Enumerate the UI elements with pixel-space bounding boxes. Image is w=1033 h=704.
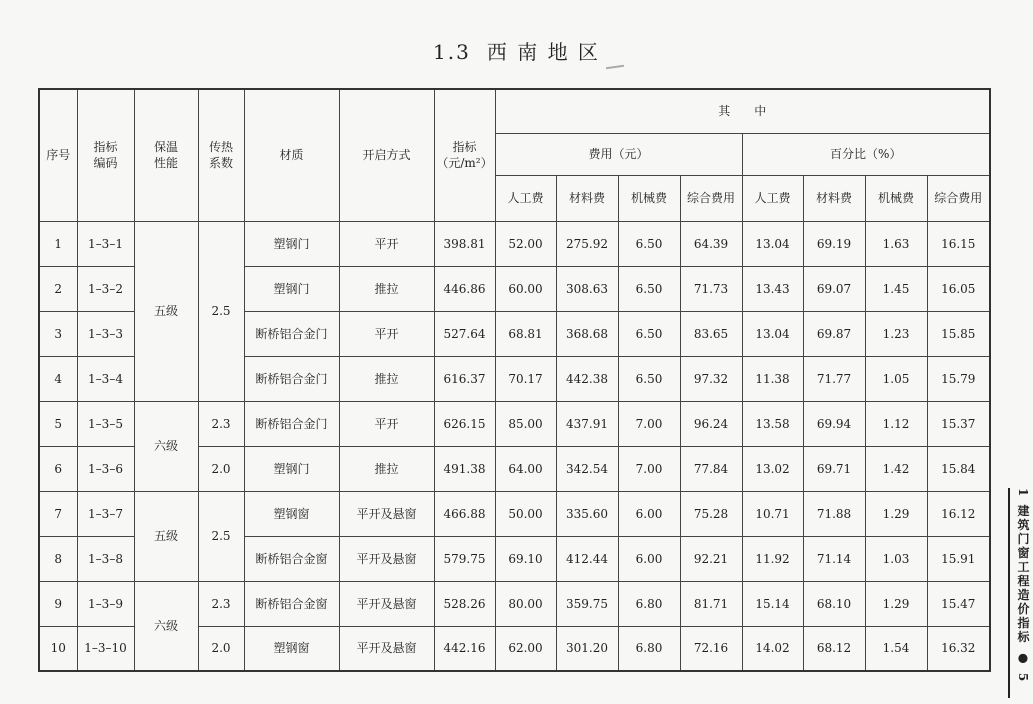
header-comprehensive: 综合费用 [680,175,742,221]
header-material-fee: 材料费 [556,175,618,221]
cell-material: 断桥铝合金门 [244,311,339,356]
header-insul-l2: 性能 [153,156,178,171]
chapter-sidebar: 1 建筑门窗工程造价指标 ● 5 [1008,488,1032,698]
cell-seq: 8 [39,536,77,581]
cell-machine-pct: 1.63 [865,221,927,266]
cell-seq: 1 [39,221,77,266]
cell-comprehensive: 71.73 [680,266,742,311]
cell-machine-pct: 1.29 [865,491,927,536]
cell-comprehensive: 83.65 [680,311,742,356]
cell-labor: 68.81 [495,311,556,356]
cell-seq: 3 [39,311,77,356]
cell-comprehensive: 64.39 [680,221,742,266]
cell-index: 442.16 [434,626,495,671]
header-seq: 序号 [39,89,77,221]
cell-machine: 6.50 [618,311,680,356]
cell-heat: 2.0 [198,446,244,491]
cell-labor-pct: 13.58 [742,401,803,446]
header-opening: 开启方式 [339,89,434,221]
cell-material-pct: 71.14 [803,536,865,581]
cell-labor: 69.10 [495,536,556,581]
section-title: 西 南 地 区 [486,40,600,64]
cell-material: 塑钢门 [244,221,339,266]
cell-machine-pct: 1.05 [865,356,927,401]
cell-comprehensive-pct: 16.32 [927,626,990,671]
cell-opening: 平开及悬窗 [339,626,434,671]
cell-machine-pct: 1.03 [865,536,927,581]
header-insul-l1: 保温 [153,140,178,155]
cell-labor: 80.00 [495,581,556,626]
cell-index: 579.75 [434,536,495,581]
cell-comprehensive-pct: 15.37 [927,401,990,446]
cell-machine-pct: 1.54 [865,626,927,671]
cell-machine-pct: 1.12 [865,401,927,446]
cell-seq: 9 [39,581,77,626]
header-code [77,89,134,221]
cell-index: 626.15 [434,401,495,446]
header-among: 其 中 [495,89,990,133]
table-row [39,581,990,626]
cell-material-pct: 69.87 [803,311,865,356]
cell-heat: 2.5 [198,221,244,401]
cell-machine: 6.50 [618,356,680,401]
header-labor-pct: 人工费 [742,175,803,221]
cell-code: 1–3–4 [77,356,134,401]
cell-material-fee: 412.44 [556,536,618,581]
header-index-l1: 指标 [452,140,477,155]
cell-index: 446.86 [434,266,495,311]
cell-labor: 60.00 [495,266,556,311]
cell-comprehensive: 75.28 [680,491,742,536]
cell-comprehensive-pct: 15.85 [927,311,990,356]
cell-machine-pct: 1.29 [865,581,927,626]
header-machine-pct: 机械费 [865,175,927,221]
cell-comprehensive: 92.21 [680,536,742,581]
cell-machine: 6.00 [618,491,680,536]
cell-comprehensive-pct: 16.12 [927,491,990,536]
cell-code: 1–3–7 [77,491,134,536]
cell-material-fee: 275.92 [556,221,618,266]
cell-heat: 2.3 [198,401,244,446]
cell-comprehensive-pct: 15.84 [927,446,990,491]
cell-index: 398.81 [434,221,495,266]
cell-material-fee: 301.20 [556,626,618,671]
scan-mark [606,65,624,69]
cell-material: 断桥铝合金门 [244,356,339,401]
cell-labor: 50.00 [495,491,556,536]
cell-insulation: 五级 [134,221,198,401]
header-percent: 百分比（%） [742,133,990,175]
cell-labor-pct: 11.38 [742,356,803,401]
cell-material-pct: 68.12 [803,626,865,671]
cell-index: 491.38 [434,446,495,491]
cell-comprehensive-pct: 15.47 [927,581,990,626]
header-heat-l1: 传热 [208,140,233,155]
cell-material-fee: 442.38 [556,356,618,401]
header-insulation [134,89,198,221]
cell-material-fee: 437.91 [556,401,618,446]
cell-material: 断桥铝合金窗 [244,536,339,581]
cell-heat: 2.0 [198,626,244,671]
cell-opening: 平开及悬窗 [339,581,434,626]
cell-material: 断桥铝合金窗 [244,581,339,626]
header-code-l2: 编码 [93,156,118,171]
header-machine: 机械费 [618,175,680,221]
header-cost: 费用（元） [495,133,742,175]
cell-comprehensive-pct: 15.91 [927,536,990,581]
cell-index: 528.26 [434,581,495,626]
cell-material-pct: 69.71 [803,446,865,491]
cell-machine-pct: 1.45 [865,266,927,311]
cell-opening: 推拉 [339,356,434,401]
cell-machine-pct: 1.42 [865,446,927,491]
cell-index: 466.88 [434,491,495,536]
cell-material-fee: 335.60 [556,491,618,536]
header-material: 材质 [244,89,339,221]
cell-comprehensive-pct: 15.79 [927,356,990,401]
cell-comprehensive-pct: 16.05 [927,266,990,311]
header-material-fee-pct: 材料费 [803,175,865,221]
cell-heat: 2.5 [198,491,244,581]
cell-code: 1–3–5 [77,401,134,446]
cell-opening: 平开及悬窗 [339,491,434,536]
header-labor: 人工费 [495,175,556,221]
cell-labor-pct: 11.92 [742,536,803,581]
cell-machine: 6.80 [618,626,680,671]
cell-machine: 7.00 [618,446,680,491]
cell-material-fee: 308.63 [556,266,618,311]
cell-labor: 70.17 [495,356,556,401]
cell-code: 1–3–8 [77,536,134,581]
cell-opening: 平开 [339,221,434,266]
cell-comprehensive: 77.84 [680,446,742,491]
cell-code: 1–3–6 [77,446,134,491]
cell-opening: 推拉 [339,266,434,311]
cell-material: 塑钢门 [244,266,339,311]
cell-opening: 推拉 [339,446,434,491]
page-title [0,36,1033,65]
cell-code: 1–3–2 [77,266,134,311]
header-code-l1: 指标 [93,140,118,155]
cell-labor: 52.00 [495,221,556,266]
cell-seq: 6 [39,446,77,491]
section-number: 1.3 [433,40,471,64]
cell-labor-pct: 13.04 [742,221,803,266]
cell-index: 616.37 [434,356,495,401]
cell-code: 1–3–1 [77,221,134,266]
cell-labor-pct: 15.14 [742,581,803,626]
cell-labor: 64.00 [495,446,556,491]
cell-opening: 平开 [339,311,434,356]
cell-heat: 2.3 [198,581,244,626]
cell-machine: 6.50 [618,266,680,311]
cell-machine-pct: 1.23 [865,311,927,356]
cell-machine: 6.80 [618,581,680,626]
cell-index: 527.64 [434,311,495,356]
cell-code: 1–3–3 [77,311,134,356]
cell-seq: 5 [39,401,77,446]
table-row [39,221,990,266]
cell-material-fee: 368.68 [556,311,618,356]
header-index-l2: （元/m²） [436,156,493,171]
cell-labor-pct: 14.02 [742,626,803,671]
cell-code: 1–3–9 [77,581,134,626]
cell-labor-pct: 10.71 [742,491,803,536]
cell-insulation: 五级 [134,491,198,581]
cell-material-pct: 69.19 [803,221,865,266]
cell-insulation: 六级 [134,401,198,491]
cell-material: 塑钢门 [244,446,339,491]
cell-material: 塑钢窗 [244,626,339,671]
table-row [39,401,990,446]
cell-code: 1–3–10 [77,626,134,671]
cost-index-table [38,88,991,672]
cell-comprehensive: 72.16 [680,626,742,671]
cell-comprehensive: 81.71 [680,581,742,626]
cell-material-pct: 69.07 [803,266,865,311]
cell-comprehensive: 97.32 [680,356,742,401]
cell-material-pct: 71.88 [803,491,865,536]
cell-machine: 7.00 [618,401,680,446]
header-heat [198,89,244,221]
table-row [39,491,990,536]
header-comprehensive-pct: 综合费用 [927,175,990,221]
cell-material: 断桥铝合金门 [244,401,339,446]
cell-opening: 平开及悬窗 [339,536,434,581]
cell-labor-pct: 13.04 [742,311,803,356]
cell-material-pct: 69.94 [803,401,865,446]
header-index [434,89,495,221]
cell-labor-pct: 13.02 [742,446,803,491]
cell-comprehensive-pct: 16.15 [927,221,990,266]
header-heat-l2: 系数 [208,156,233,171]
cell-seq: 2 [39,266,77,311]
cell-material-fee: 359.75 [556,581,618,626]
cell-seq: 10 [39,626,77,671]
cell-material: 塑钢窗 [244,491,339,536]
cell-insulation: 六级 [134,581,198,671]
cell-comprehensive: 96.24 [680,401,742,446]
cell-machine: 6.00 [618,536,680,581]
cell-material-fee: 342.54 [556,446,618,491]
cell-labor-pct: 13.43 [742,266,803,311]
cell-labor: 85.00 [495,401,556,446]
cell-seq: 7 [39,491,77,536]
cell-labor: 62.00 [495,626,556,671]
cell-material-pct: 71.77 [803,356,865,401]
cell-opening: 平开 [339,401,434,446]
cell-material-pct: 68.10 [803,581,865,626]
cell-machine: 6.50 [618,221,680,266]
cell-seq: 4 [39,356,77,401]
